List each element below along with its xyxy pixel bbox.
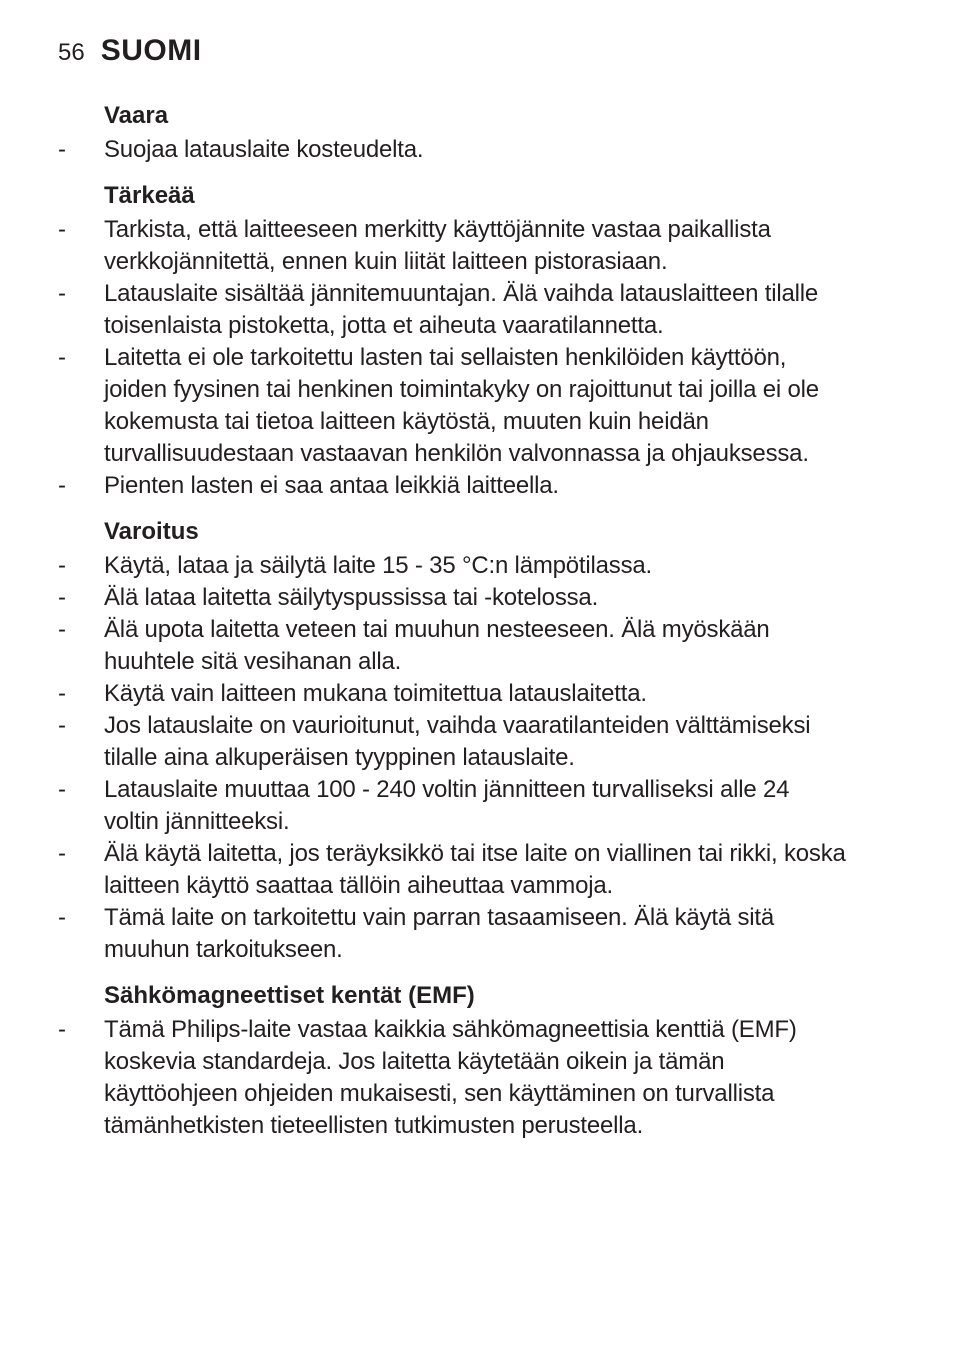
- list-item-text: Pienten lasten ei saa antaa leikkiä laitteella.: [104, 472, 559, 499]
- bullet-dash: -: [58, 344, 66, 371]
- page-header: [58, 34, 202, 74]
- section-language-title: SUOMI: [100, 34, 202, 67]
- list-item: [58, 550, 918, 582]
- list-item-text: Suojaa latauslaite kosteudelta.: [104, 136, 424, 163]
- list-item: [58, 614, 918, 678]
- list-item: [58, 902, 918, 966]
- bullet-dash: -: [58, 216, 66, 243]
- list-item-text: Tämä Philips-laite vastaa kaikkia sähkömagneettisia kenttiä (EMF) koskevia standardeja. Jos laitetta käytetään oikein ja tämän käyttöohjeen ohjeiden mukaisesti, sen käyttäminen on turvallista tämänhetkisten tieteellisten tutkimusten perusteella.: [104, 1016, 797, 1139]
- bullet-list: [58, 134, 918, 166]
- list-item: [58, 838, 918, 902]
- bullet-dash: -: [58, 680, 66, 707]
- section-emf: [58, 980, 918, 1142]
- document-body: [58, 100, 918, 1156]
- bullet-list: [58, 214, 918, 502]
- list-item: [58, 678, 918, 710]
- list-item-text: Tämä laite on tarkoitettu vain parran tasaamiseen. Älä käytä sitä muuhun tarkoitukseen.: [104, 904, 775, 963]
- bullet-dash: -: [58, 904, 66, 931]
- list-item: [58, 134, 918, 166]
- list-item-text: Latauslaite muuttaa 100 - 240 voltin jännitteen turvalliseksi alle 24 voltin jännitteeksi.: [104, 776, 790, 835]
- list-item: [58, 470, 918, 502]
- bullet-dash: -: [58, 552, 66, 579]
- list-item: [58, 342, 918, 470]
- list-item: [58, 710, 918, 774]
- bullet-dash: -: [58, 1016, 66, 1043]
- list-item-text: Älä käytä laitetta, jos teräyksikkö tai itse laite on viallinen tai rikki, koska laitteen käyttö saattaa tällöin aiheuttaa vammoja.: [104, 840, 846, 899]
- bullet-list: [58, 1014, 918, 1142]
- bullet-dash: -: [58, 776, 66, 803]
- list-item-text: Älä lataa laitetta säilytyspussissa tai -kotelossa.: [104, 584, 599, 611]
- section-heading: Sähkömagneettiset kentät (EMF): [104, 982, 475, 1009]
- section-tarkeaa: [58, 180, 918, 502]
- list-item: [58, 582, 918, 614]
- bullet-dash: -: [58, 840, 66, 867]
- section-heading: Varoitus: [104, 518, 199, 545]
- bullet-dash: -: [58, 136, 66, 163]
- bullet-dash: -: [58, 616, 66, 643]
- section-heading: Vaara: [104, 102, 169, 129]
- bullet-dash: -: [58, 280, 66, 307]
- list-item-text: Jos latauslaite on vaurioitunut, vaihda vaaratilanteiden välttämiseksi tilalle aina alkuperäisen tyyppinen latauslaite.: [104, 712, 811, 771]
- list-item-text: Laitetta ei ole tarkoitettu lasten tai sellaisten henkilöiden käyttöön, joiden fyysinen tai henkinen toimintakyky on rajoittunut tai joilla ei ole kokemusta tai tietoa laitteen käytöstä, muuten kuin heidän turvallisuudestaan vastaavan henkilön valvonnassa ja ohjauksessa.: [104, 344, 819, 467]
- list-item-text: Käytä vain laitteen mukana toimitettua latauslaitetta.: [104, 680, 647, 707]
- bullet-list: [58, 550, 918, 966]
- bullet-dash: -: [58, 584, 66, 611]
- section-heading: Tärkeää: [104, 182, 195, 209]
- list-item-text: Latauslaite sisältää jännitemuuntajan. Älä vaihda latauslaitteen tilalle toisenlaista pistoketta, jotta et aiheuta vaaratilannetta.: [104, 280, 819, 339]
- list-item-text: Älä upota laitetta veteen tai muuhun nesteeseen. Älä myöskään huuhtele sitä vesihanan alla.: [104, 616, 770, 675]
- page-number: 56: [58, 39, 85, 66]
- bullet-dash: -: [58, 712, 66, 739]
- list-item-text: Tarkista, että laitteeseen merkitty käyttöjännite vastaa paikallista verkkojännitettä, ennen kuin liität laitteen pistorasiaan.: [104, 216, 771, 275]
- list-item: [58, 278, 918, 342]
- bullet-dash: -: [58, 472, 66, 499]
- list-item: [58, 1014, 918, 1142]
- list-item: [58, 774, 918, 838]
- section-vaara: [58, 100, 918, 166]
- list-item: [58, 214, 918, 278]
- list-item-text: Käytä, lataa ja säilytä laite 15 - 35 °C:n lämpötilassa.: [104, 552, 653, 579]
- section-varoitus: [58, 516, 918, 966]
